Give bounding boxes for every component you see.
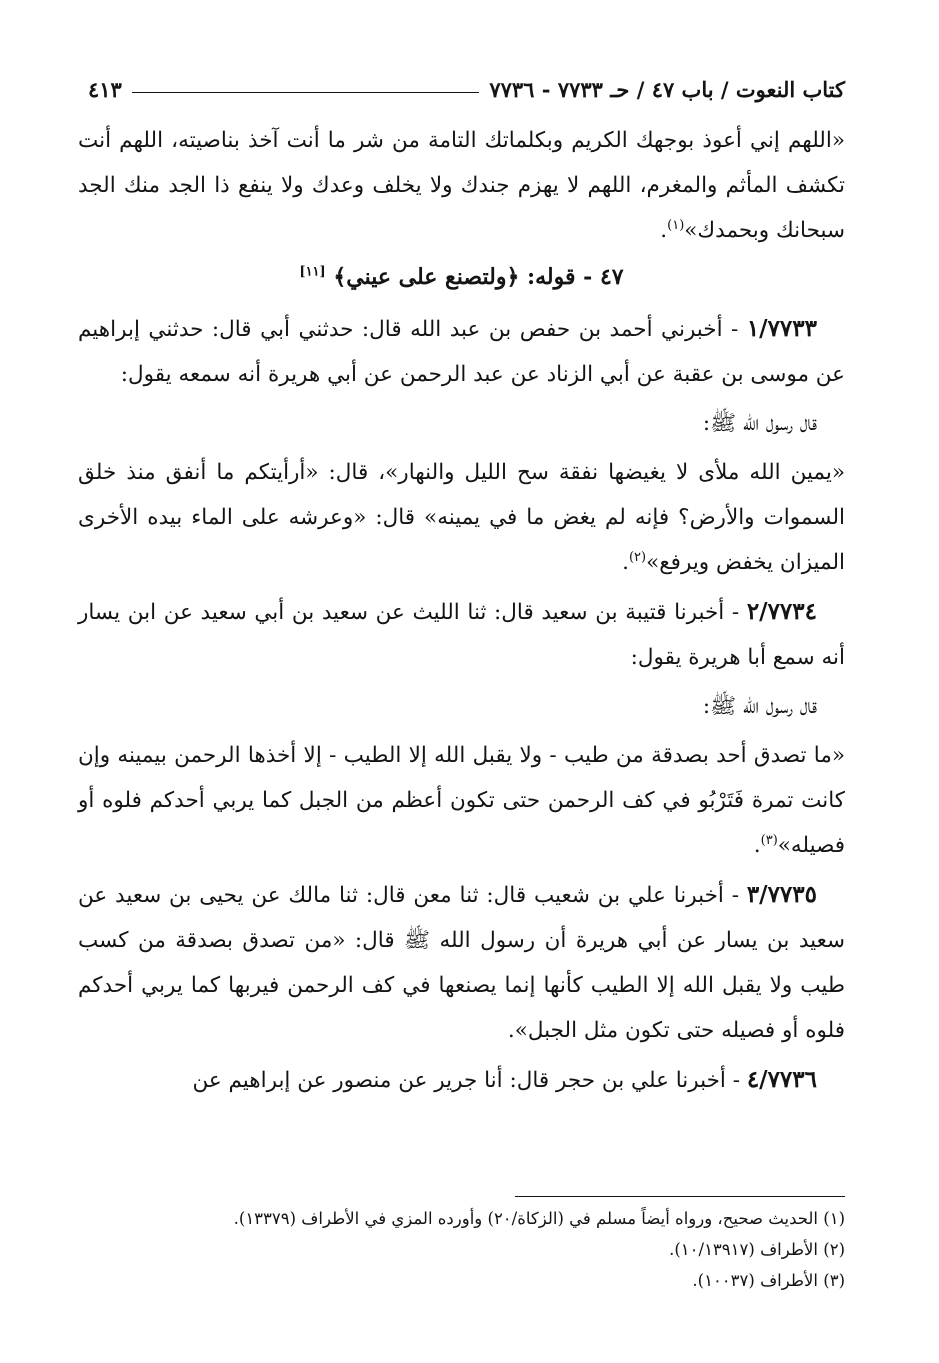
page-number: ٤١٣ (88, 77, 122, 102)
hadith-7733-text (78, 450, 845, 585)
footnote-2: (٢) الأطراف (١٠/١٣٩١٧). (669, 1240, 845, 1259)
footnote-1: (١) الحديث صحيح، ورواه أيضاً مسلم في (الزكاة/٢٠) وأورده المزي في الأطراف (١٣٣٧٩). (233, 1209, 845, 1228)
footnote-3: (٣) الأطراف (١٠٠٣٧). (692, 1271, 845, 1290)
header-rule (132, 92, 480, 93)
footnote-ref: (١) (667, 217, 685, 233)
paragraph-tail: . (660, 218, 668, 243)
main-text (78, 118, 845, 1103)
footnote-separator (515, 1196, 845, 1197)
footnotes (78, 1203, 845, 1296)
hadith-number: ١/٧٧٣٣ (746, 315, 817, 342)
hadith-7736 (78, 1057, 845, 1103)
section-heading (78, 255, 845, 300)
footnote-ref: (٢) (628, 549, 647, 565)
hadith-7733-qaal: قال رسول الله ﷺ: (702, 411, 817, 436)
hadith-7733-chain (78, 306, 845, 397)
hadith-chain: - أخبرني أحمد بن حفص بن عبد الله قال: حدثني أبي قال: حدثني إبراهيم عن موسى بن عقبة عن أبي الزناد عن عبد الرحمن عن أبي هريرة أنه سمعه يقول: (78, 317, 845, 387)
footnote-ref: (٣) (760, 832, 778, 848)
hadith-7734-chain (78, 589, 845, 680)
hadith-chain: - أخبرنا علي بن حجر قال: أنا جرير عن منصور عن إبراهيم عن (192, 1068, 740, 1093)
section-heading-ref: [١١] (299, 264, 326, 280)
hadith-tail: . (622, 550, 629, 575)
paragraph-dua (78, 118, 845, 253)
hadith-7734-qaal: قال رسول الله ﷺ: (702, 694, 817, 719)
hadith-text: «يمين الله ملأى لا يغيضها نفقة سح الليل والنهار»، قال: «أرأيتكم ما أنفق منذ خلق السموات والأرض؟ فإنه لم يغض ما في يمينه» قال: «وعرشه على الماء بيده الأخرى الميزان يخفض ويرفع» (78, 460, 845, 575)
header-title: كتاب النعوت / باب ٤٧ / حـ ٧٧٣٣ - ٧٧٣٦ (489, 77, 845, 102)
hadith-number: ٢/٧٧٣٤ (746, 598, 817, 625)
hadith-text: «ما تصدق أحد بصدقة من طيب - ولا يقبل الله إلا الطيب - إلا أخذها الرحمن بيمينه وإن كانت تمرة فَتَرْبُو في كف الرحمن حتى تكون أعظم من الجبل كما يربي أحدكم فلوه أو فصيله» (78, 743, 845, 858)
section-heading-text: ٤٧ - قوله: ﴿ولتصنع على عيني﴾ (333, 264, 624, 290)
hadith-chain: - أخبرنا قتيبة بن سعيد قال: ثنا الليث عن سعيد بن أبي سعيد عن ابن يسار أنه سمع أبا هريرة يقول: (78, 600, 845, 670)
hadith-number: ٣/٧٧٣٥ (746, 881, 817, 908)
paragraph-text: «اللهم إني أعوذ بوجهك الكريم وبكلماتك التامة من شر ما أنت آخذ بناصيته، اللهم أنت تكشف المأثم والمغرم، اللهم لا يهزم جندك ولا يخلف وعدك ولا ينفع ذا الجد منك الجد سبحانك وبحمدك» (78, 128, 845, 243)
hadith-tail: . (753, 833, 761, 858)
hadith-chain: - أخبرنا علي بن شعيب قال: ثنا معن قال: ثنا مالك عن يحيى بن سعيد عن سعيد بن يسار عن أبي هريرة أن رسول الله ﷺ قال: «من تصدق بصدقة من كسب طيب ولا يقبل الله إلا الطيب كأنها إنما يصنعها في كف الرحمن فيربها كما يربي أحدكم فلوه أو فصيله حتى تكون مثل الجبل». (78, 883, 845, 1043)
running-header (88, 68, 845, 102)
hadith-7734-text (78, 733, 845, 868)
hadith-7735 (78, 872, 845, 1053)
hadith-number: ٤/٧٧٣٦ (746, 1066, 817, 1093)
